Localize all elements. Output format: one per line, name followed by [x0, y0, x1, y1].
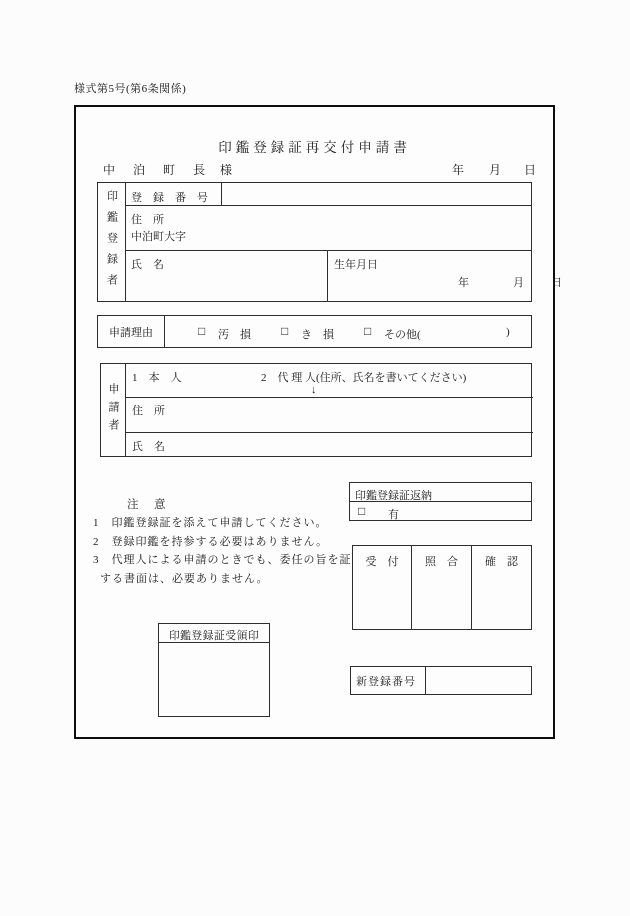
certificate-return-title: 印鑑登録証返納 [355, 490, 432, 502]
registrant-address-row[interactable] [126, 206, 531, 251]
registrant-vertical-label: 印鑑登録者 [105, 189, 118, 295]
registration-number-label: 登 録 番 号 [131, 192, 208, 204]
note-line-1: 1 印鑑登録証を添えて申請してください。 [93, 517, 328, 529]
receipt-stamp-title: 印鑑登録証受領印 [168, 630, 260, 642]
date-year-label: 年 [452, 163, 465, 177]
note-line-4: する書面は、必要ありません。 [100, 572, 269, 585]
note-line-3: 3 代理人による申請のときでも、委任の旨を証 [93, 554, 352, 566]
checkbox-icon-return-yes[interactable]: □ [358, 504, 366, 518]
applicant-address-field[interactable] [126, 398, 533, 433]
checkbox-icon-stain[interactable]: □ [198, 324, 206, 338]
reason-option-stain-label: 汚 損 [218, 329, 251, 341]
processing-verification-label: 照 合 [425, 556, 458, 568]
registrant-vertical-label-cell [98, 183, 126, 301]
new-registration-number-box [350, 666, 532, 695]
reason-label: 申請理由 [109, 326, 153, 339]
applicant-table [100, 363, 532, 457]
certificate-return-option-row [350, 502, 531, 520]
reason-row [97, 315, 532, 348]
processing-reception-cell [353, 546, 412, 629]
registrant-table [97, 182, 562, 302]
certificate-return-box [349, 482, 532, 521]
office-processing-table [352, 545, 532, 630]
certificate-return-header [350, 483, 531, 502]
checkbox-icon-other[interactable]: □ [364, 324, 372, 338]
processing-verification-cell [412, 546, 472, 629]
new-registration-number-label: 新登録番号 [356, 675, 416, 688]
applicant-address-label: 住 所 [132, 405, 165, 417]
registration-number-field[interactable] [222, 183, 531, 206]
applicant-type-row [126, 364, 533, 398]
applicant-proxy-option[interactable]: 2 代 理 人(住所、氏名を書いてください) [261, 372, 467, 384]
birth-day-label: 日 [551, 277, 562, 289]
reason-other-close-paren: ) [506, 326, 510, 338]
registrant-name-birth-row [126, 251, 562, 301]
reason-label-cell [98, 316, 165, 347]
receipt-stamp-box [158, 623, 270, 717]
applicant-vertical-label-cell [101, 364, 126, 456]
notes-heading: 注 意 [127, 499, 168, 511]
registrant-birthdate-field[interactable] [328, 251, 562, 301]
receipt-stamp-area [159, 643, 269, 716]
reason-option-damage-label: き 損 [301, 329, 334, 341]
note-line-2: 2 登録印鑑を持参する必要はありません。 [93, 535, 329, 548]
birthdate-label: 生年月日 [334, 259, 378, 271]
applicant-vertical-label: 申請者 [107, 383, 119, 437]
addressee-name: 中 泊 町 長 [103, 163, 209, 177]
new-registration-number-field [426, 667, 531, 694]
birth-year-label: 年 [458, 277, 469, 289]
registrant-name-label: 氏 名 [131, 259, 164, 271]
form-title: 印鑑登録証再交付申請書 [218, 140, 411, 155]
reason-other-field[interactable] [418, 322, 504, 342]
registration-number-row [126, 183, 531, 206]
new-registration-number-label-cell [351, 667, 426, 694]
receipt-stamp-header [159, 624, 269, 643]
addressee-honorific: 様 [220, 163, 233, 177]
form-number: 様式第5号(第6条関係) [74, 83, 187, 95]
applicant-name-field[interactable] [126, 433, 533, 456]
checkbox-icon-damage[interactable]: □ [281, 324, 289, 338]
applicant-self-option[interactable]: 1 本 人 [132, 372, 182, 384]
registrant-address-label: 住 所 [131, 214, 164, 226]
processing-reception-label: 受 付 [365, 556, 399, 568]
notes-list [93, 514, 355, 588]
registrant-address-value: 中泊町大字 [131, 231, 186, 243]
date-month-label: 月 [489, 163, 502, 177]
birth-month-label: 月 [513, 277, 524, 289]
registrant-name-field[interactable] [126, 251, 328, 301]
certificate-return-option-label: 有 [388, 509, 399, 521]
date-day-label: 日 [524, 163, 537, 177]
applicant-name-label: 氏 名 [132, 441, 165, 453]
reason-option-other-label: その他( [384, 329, 421, 341]
down-arrow-icon: ↓ [311, 384, 317, 396]
processing-confirmation-cell [472, 546, 531, 629]
processing-confirmation-label: 確 認 [485, 556, 518, 568]
